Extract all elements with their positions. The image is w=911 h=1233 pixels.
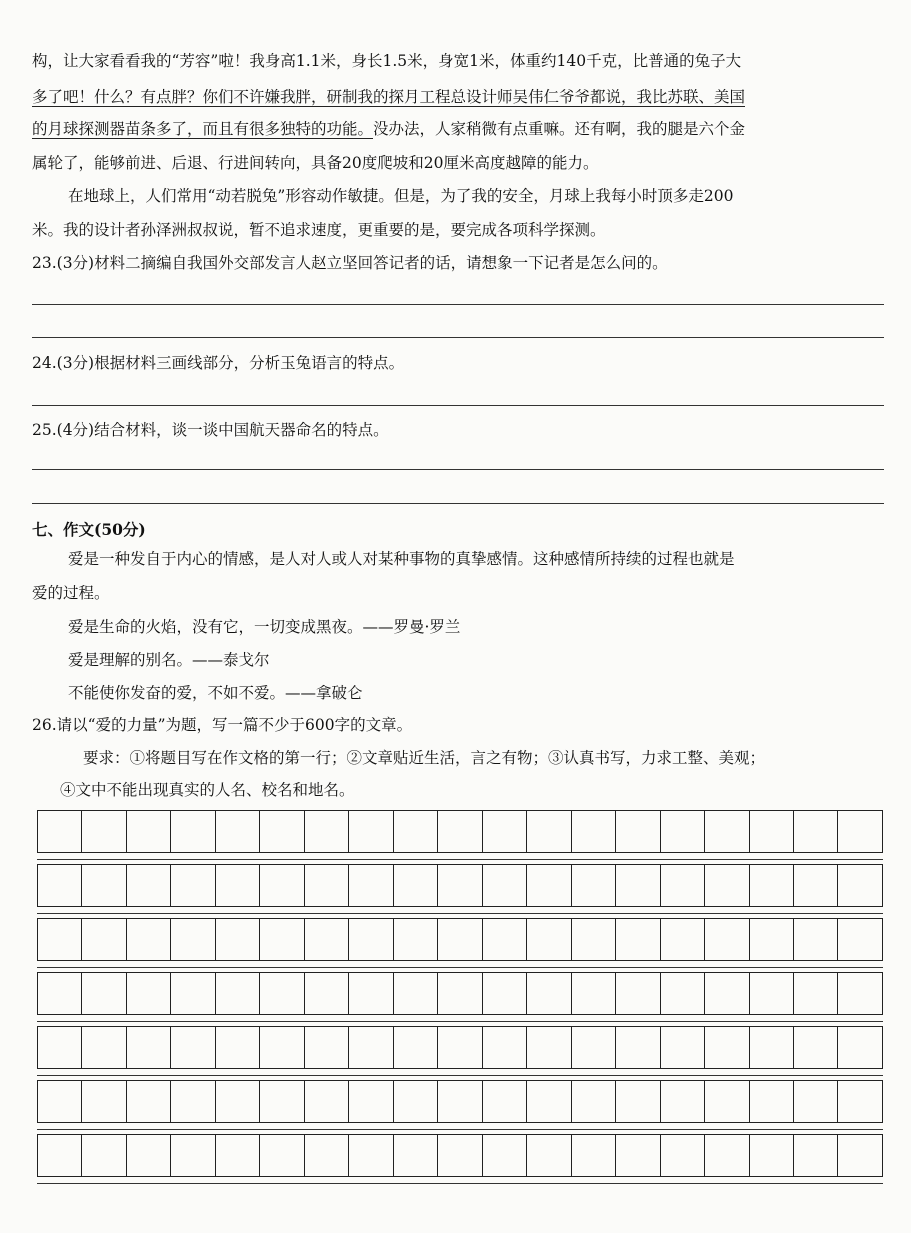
grid-cell[interactable]	[260, 1081, 304, 1122]
material-text: 没办法，人家稍微有点重嘛。还有啊，我的腿是六个金	[373, 120, 746, 138]
grid-cell[interactable]	[661, 865, 705, 906]
grid-cell[interactable]	[127, 1081, 171, 1122]
grid-row	[37, 972, 883, 1015]
grid-cell[interactable]	[794, 865, 838, 906]
grid-cell[interactable]	[750, 1081, 794, 1122]
grid-cell[interactable]	[127, 1135, 171, 1176]
material-line	[32, 86, 888, 108]
grid-cell[interactable]	[127, 1027, 171, 1068]
grid-cell[interactable]	[260, 973, 304, 1014]
grid-cell[interactable]	[616, 1135, 660, 1176]
grid-cell[interactable]	[216, 919, 260, 960]
grid-cell[interactable]	[838, 811, 881, 852]
grid-cell[interactable]	[394, 811, 438, 852]
grid-cell[interactable]	[216, 865, 260, 906]
grid-cell[interactable]	[349, 1135, 393, 1176]
grid-cell[interactable]	[750, 919, 794, 960]
grid-cell[interactable]	[260, 865, 304, 906]
grid-row	[37, 918, 883, 961]
grid-cell[interactable]	[349, 973, 393, 1014]
grid-cell[interactable]	[394, 1135, 438, 1176]
grid-cell[interactable]	[483, 919, 527, 960]
grid-cell[interactable]	[750, 973, 794, 1014]
grid-cell[interactable]	[661, 1081, 705, 1122]
grid-cell[interactable]	[127, 919, 171, 960]
grid-row	[37, 1080, 883, 1123]
grid-cell[interactable]	[438, 811, 482, 852]
grid-cell[interactable]	[127, 973, 171, 1014]
grid-cell[interactable]	[794, 973, 838, 1014]
grid-cell[interactable]	[394, 865, 438, 906]
underlined-text: 多了吧！什么？有点胖？你们不许嫌我胖，研制我的探月工程总设计师吴伟仁爷爷都说，我比苏联、美国	[32, 88, 746, 106]
grid-cell[interactable]	[794, 1027, 838, 1068]
grid-cell[interactable]	[349, 811, 393, 852]
grid-cell[interactable]	[438, 1135, 482, 1176]
grid-cell[interactable]	[38, 1027, 82, 1068]
grid-cell[interactable]	[260, 1027, 304, 1068]
grid-cell[interactable]	[127, 811, 171, 852]
grid-row	[37, 864, 883, 907]
grid-cell[interactable]	[527, 811, 571, 852]
grid-cell[interactable]	[794, 1135, 838, 1176]
grid-cell[interactable]	[171, 973, 215, 1014]
grid-cell[interactable]	[616, 1081, 660, 1122]
grid-cell[interactable]	[394, 1081, 438, 1122]
grid-cell[interactable]	[527, 865, 571, 906]
quote: 爱是理解的别名。——泰戈尔	[68, 651, 270, 669]
question-25: 25.(4分)结合材料，谈一谈中国航天器命名的特点。	[32, 421, 389, 439]
grid-cell[interactable]	[349, 1081, 393, 1122]
grid-cell[interactable]	[216, 1135, 260, 1176]
grid-cell[interactable]	[483, 865, 527, 906]
grid-cell[interactable]	[527, 973, 571, 1014]
grid-cell[interactable]	[838, 919, 881, 960]
grid-cell[interactable]	[82, 1081, 126, 1122]
answer-line[interactable]	[32, 503, 884, 504]
grid-cell[interactable]	[572, 1081, 616, 1122]
grid-cell[interactable]	[483, 1027, 527, 1068]
material-line: 属轮了，能够前进、后退、行进间转向，具备20度爬坡和20厘米高度越障的能力。	[32, 154, 599, 172]
grid-cell[interactable]	[705, 973, 749, 1014]
grid-cell[interactable]	[483, 1135, 527, 1176]
grid-cell[interactable]	[216, 973, 260, 1014]
grid-cell[interactable]	[82, 865, 126, 906]
grid-row	[37, 810, 883, 853]
grid-cell[interactable]	[394, 919, 438, 960]
grid-cell[interactable]	[838, 1081, 881, 1122]
grid-cell[interactable]	[82, 1027, 126, 1068]
grid-cell[interactable]	[750, 865, 794, 906]
grid-cell[interactable]	[527, 1135, 571, 1176]
grid-cell[interactable]	[305, 1027, 349, 1068]
grid-cell[interactable]	[305, 865, 349, 906]
grid-cell[interactable]	[527, 919, 571, 960]
grid-cell[interactable]	[527, 1027, 571, 1068]
grid-cell[interactable]	[82, 973, 126, 1014]
quote: 不能使你发奋的爱，不如不爱。——拿破仑	[68, 684, 363, 702]
grid-cell[interactable]	[349, 919, 393, 960]
grid-cell[interactable]	[838, 865, 881, 906]
grid-cell[interactable]	[38, 1135, 82, 1176]
grid-cell[interactable]	[260, 919, 304, 960]
material-line	[32, 118, 888, 140]
grid-cell[interactable]	[171, 811, 215, 852]
grid-cell[interactable]	[483, 973, 527, 1014]
answer-line[interactable]	[32, 469, 884, 470]
underlined-text: 的月球探测器苗条多了，而且有很多独特的功能。	[32, 120, 374, 138]
grid-cell[interactable]	[661, 919, 705, 960]
grid-cell[interactable]	[438, 1027, 482, 1068]
grid-cell[interactable]	[305, 811, 349, 852]
grid-cell[interactable]	[171, 865, 215, 906]
grid-cell[interactable]	[661, 1135, 705, 1176]
answer-line[interactable]	[32, 405, 884, 406]
grid-cell[interactable]	[38, 973, 82, 1014]
quote: 爱是生命的火焰，没有它，一切变成黑夜。——罗曼·罗兰	[68, 618, 461, 636]
question-26: 26.请以“爱的力量”为题，写一篇不少于600字的文章。	[32, 716, 413, 734]
material-line: 米。我的设计者孙泽洲叔叔说，暂不追求速度，更重要的是，要完成各项科学探测。	[32, 221, 606, 239]
grid-cell[interactable]	[82, 919, 126, 960]
grid-cell[interactable]	[572, 919, 616, 960]
requirements: 要求：①将题目写在作文格的第一行；②文章贴近生活，言之有物；③认真书写，力求工整、美观；	[83, 749, 766, 767]
grid-cell[interactable]	[616, 865, 660, 906]
grid-cell[interactable]	[705, 1135, 749, 1176]
grid-cell[interactable]	[794, 919, 838, 960]
grid-cell[interactable]	[171, 1135, 215, 1176]
grid-cell[interactable]	[438, 973, 482, 1014]
answer-line[interactable]	[32, 337, 884, 338]
grid-cell[interactable]	[705, 811, 749, 852]
grid-cell[interactable]	[216, 1081, 260, 1122]
requirements: ④文中不能出现真实的人名、校名和地名。	[60, 781, 355, 799]
grid-cell[interactable]	[750, 811, 794, 852]
section-title: 七、作文(50分)	[32, 520, 146, 539]
writing-grid[interactable]	[37, 810, 883, 1188]
grid-cell[interactable]	[705, 1081, 749, 1122]
grid-cell[interactable]	[305, 1135, 349, 1176]
grid-cell[interactable]	[616, 973, 660, 1014]
grid-cell[interactable]	[438, 919, 482, 960]
grid-cell[interactable]	[38, 865, 82, 906]
grid-cell[interactable]	[438, 1081, 482, 1122]
grid-cell[interactable]	[705, 1027, 749, 1068]
material-line: 构，让大家看看我的“芳容”啦！我身高1.1米，身长1.5米，身宽1米，体重约140千克，比普通的兔子大	[32, 52, 742, 70]
grid-cell[interactable]	[572, 973, 616, 1014]
grid-cell[interactable]	[260, 1135, 304, 1176]
grid-cell[interactable]	[705, 865, 749, 906]
grid-cell[interactable]	[82, 811, 126, 852]
grid-cell[interactable]	[616, 811, 660, 852]
grid-cell[interactable]	[705, 919, 749, 960]
grid-cell[interactable]	[127, 865, 171, 906]
grid-cell[interactable]	[661, 811, 705, 852]
grid-cell[interactable]	[838, 1135, 881, 1176]
grid-cell[interactable]	[216, 811, 260, 852]
grid-row	[37, 1026, 883, 1069]
grid-cell[interactable]	[838, 1027, 881, 1068]
grid-cell[interactable]	[572, 1135, 616, 1176]
question-24: 24.(3分)根据材料三画线部分，分析玉兔语言的特点。	[32, 354, 405, 372]
grid-cell[interactable]	[794, 1081, 838, 1122]
grid-cell[interactable]	[171, 1081, 215, 1122]
grid-cell[interactable]	[260, 811, 304, 852]
grid-cell[interactable]	[305, 973, 349, 1014]
composition-intro: 爱的过程。	[32, 584, 110, 602]
grid-cell[interactable]	[572, 811, 616, 852]
grid-cell[interactable]	[750, 1027, 794, 1068]
answer-line[interactable]	[32, 304, 884, 305]
grid-cell[interactable]	[216, 1027, 260, 1068]
grid-row	[37, 1134, 883, 1177]
grid-cell[interactable]	[483, 1081, 527, 1122]
grid-cell[interactable]	[527, 1081, 571, 1122]
grid-cell[interactable]	[394, 1027, 438, 1068]
grid-cell[interactable]	[483, 811, 527, 852]
grid-cell[interactable]	[38, 811, 82, 852]
grid-cell[interactable]	[794, 811, 838, 852]
grid-cell[interactable]	[438, 865, 482, 906]
grid-cell[interactable]	[750, 1135, 794, 1176]
grid-cell[interactable]	[661, 1027, 705, 1068]
grid-cell[interactable]	[349, 865, 393, 906]
grid-cell[interactable]	[305, 919, 349, 960]
material-line: 在地球上，人们常用“动若脱兔”形容动作敏捷。但是，为了我的安全，月球上我每小时顶多走200	[68, 187, 734, 205]
grid-cell[interactable]	[572, 865, 616, 906]
grid-cell[interactable]	[394, 973, 438, 1014]
grid-cell[interactable]	[572, 1027, 616, 1068]
grid-cell[interactable]	[171, 1027, 215, 1068]
grid-cell[interactable]	[616, 919, 660, 960]
grid-cell[interactable]	[171, 919, 215, 960]
grid-cell[interactable]	[838, 973, 881, 1014]
grid-cell[interactable]	[82, 1135, 126, 1176]
grid-cell[interactable]	[349, 1027, 393, 1068]
question-23: 23.(3分)材料二摘编自我国外交部发言人赵立坚回答记者的话，请想象一下记者是怎么问的。	[32, 254, 668, 272]
grid-cell[interactable]	[305, 1081, 349, 1122]
grid-cell[interactable]	[38, 1081, 82, 1122]
grid-cell[interactable]	[38, 919, 82, 960]
composition-intro: 爱是一种发自于内心的情感，是人对人或人对某种事物的真挚感情。这种感情所持续的过程也就是	[68, 550, 735, 568]
grid-cell[interactable]	[661, 973, 705, 1014]
grid-cell[interactable]	[616, 1027, 660, 1068]
